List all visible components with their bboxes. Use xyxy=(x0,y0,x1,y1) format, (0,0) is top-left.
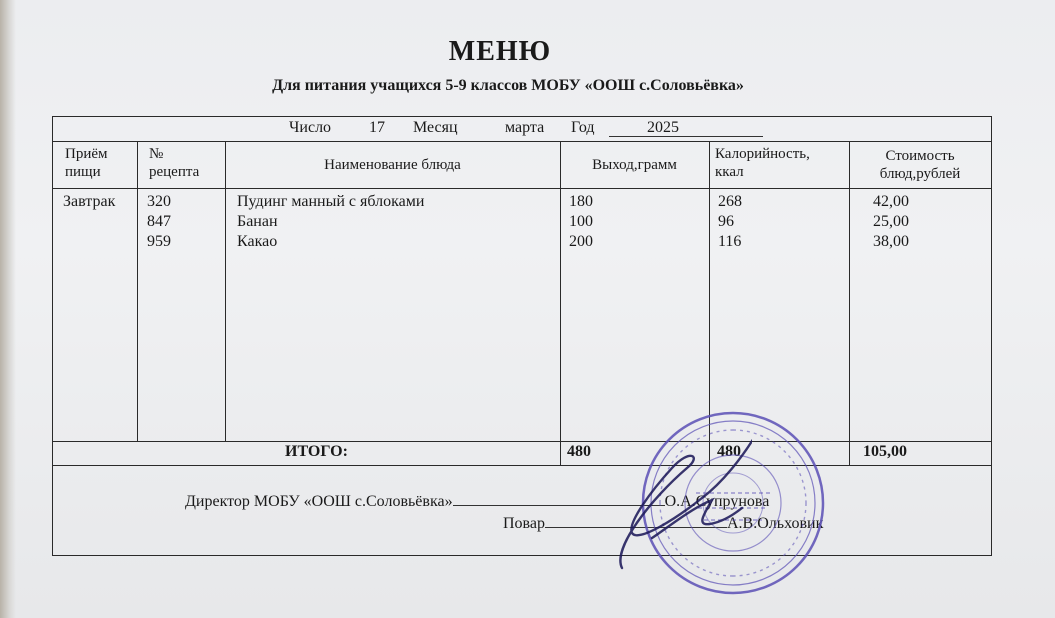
recipe-cell: 320 xyxy=(147,193,171,210)
header-yield: Выход,грамм xyxy=(592,157,677,173)
col-divider-5 xyxy=(849,141,850,465)
total-label: ИТОГО: xyxy=(285,443,348,460)
total-divider-top xyxy=(53,441,991,442)
cook-name: А.В.Ольховик xyxy=(727,515,824,532)
calories-cell: 268 xyxy=(718,193,742,210)
year-underline xyxy=(609,119,763,137)
date-line xyxy=(53,117,991,142)
header-meal: Приём пищи xyxy=(65,146,108,180)
calories-cell: 96 xyxy=(718,213,734,230)
header-dish: Наименование блюда xyxy=(324,157,461,173)
cost-cell: 42,00 xyxy=(873,193,909,210)
yield-cell: 180 xyxy=(569,193,593,210)
year-value: 2025 xyxy=(647,119,679,136)
calories-cell: 116 xyxy=(718,233,742,250)
recipe-cell: 847 xyxy=(147,213,171,230)
page-subtitle: Для питания учащихся 5-9 классов МОБУ «ООШ с.Соловьёвка» xyxy=(272,77,744,94)
total-yield: 480 xyxy=(567,443,591,460)
month-label: Месяц xyxy=(413,119,458,136)
cook-label: Повар xyxy=(503,515,545,532)
page-title: МЕНЮ xyxy=(448,36,552,67)
cost-cell: 38,00 xyxy=(873,233,909,250)
col-divider-1 xyxy=(137,141,138,441)
total-divider-bottom xyxy=(53,465,991,466)
director-label: Директор МОБУ «ООШ с.Соловьёвка» xyxy=(185,493,453,510)
col-divider-2 xyxy=(225,141,226,441)
cost-cell: 25,00 xyxy=(873,213,909,230)
header-cost: Стоимость блюд,рублей xyxy=(879,148,961,182)
handwritten-signature xyxy=(592,428,752,578)
col-divider-3 xyxy=(560,141,561,465)
dish-cell: Пудинг манный с яблоками xyxy=(237,193,425,210)
month-value: марта xyxy=(505,119,545,136)
dish-cell: Банан xyxy=(237,213,278,230)
total-cost: 105,00 xyxy=(863,443,907,460)
header-calories: Калорийность, ккал xyxy=(715,146,810,180)
menu-table xyxy=(52,116,992,556)
day-value: 17 xyxy=(369,119,385,136)
total-calories: 480 xyxy=(717,443,741,460)
meal-breakfast: Завтрак xyxy=(63,193,116,210)
yield-cell: 200 xyxy=(569,233,593,250)
director-name: О.А.Супрунова xyxy=(664,493,770,510)
header-recipe: № рецепта xyxy=(149,146,200,180)
year-label: Год xyxy=(571,119,595,136)
header-divider xyxy=(53,188,991,189)
recipe-cell: 959 xyxy=(147,233,171,250)
yield-cell: 100 xyxy=(569,213,593,230)
dish-cell: Какао xyxy=(237,233,278,250)
day-label: Число xyxy=(289,119,332,136)
